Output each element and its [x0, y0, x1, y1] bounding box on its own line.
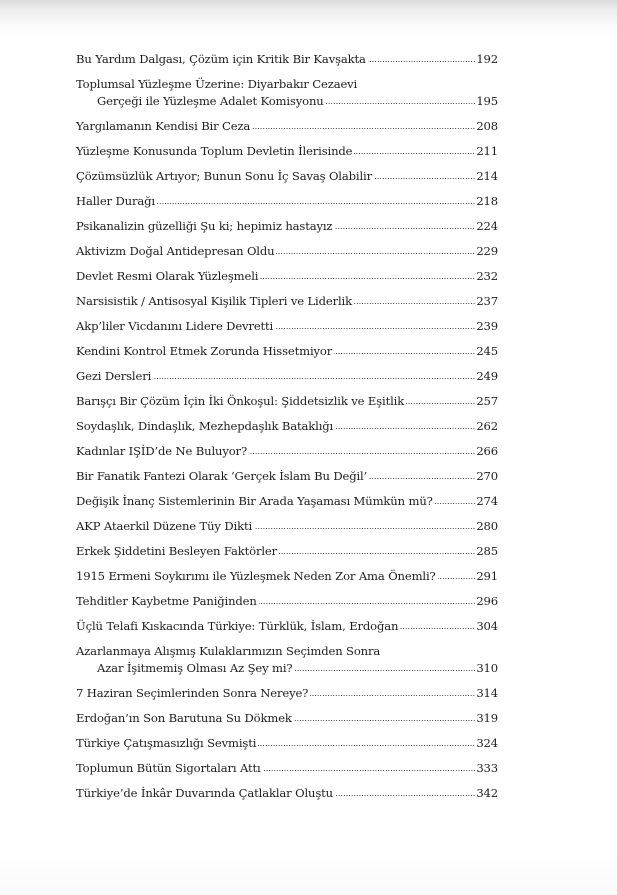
toc-entry-page-number: 232: [476, 269, 498, 283]
dot-leader: [310, 685, 475, 697]
dot-leader: [275, 318, 475, 330]
toc-entry-title: Üçlü Telafi Kıskacında Türkiye: Türklük, İslam, Erdoğan: [76, 619, 399, 633]
dot-leader: [254, 518, 475, 530]
toc-entry[interactable]: [76, 76, 498, 110]
toc-entry-title-line: [76, 343, 498, 360]
toc-entry-title: Narsisistik / Antisosyal Kişilik Tipleri ve Liderlik: [76, 294, 352, 308]
toc-entry-title: Devlet Resmi Olarak Yüzleşmeli: [76, 269, 259, 283]
table-of-contents: [76, 51, 498, 810]
dot-leader: [252, 118, 475, 130]
toc-entry[interactable]: [76, 493, 498, 510]
toc-entry[interactable]: [76, 293, 498, 310]
dot-leader: [294, 710, 476, 722]
toc-entry-page-number: 195: [476, 94, 498, 108]
toc-entry[interactable]: [76, 685, 498, 702]
toc-entry-title-line: [76, 293, 498, 310]
toc-entry-title: Bu Yardım Dalgası, Çözüm için Kritik Bir Kavşakta: [76, 52, 366, 66]
toc-entry[interactable]: [76, 218, 498, 235]
dot-leader: [259, 593, 476, 605]
dot-leader: [368, 51, 476, 63]
toc-entry-title-line: [76, 685, 498, 702]
toc-entry-page-number: 211: [476, 144, 498, 158]
toc-entry-title-line: [76, 118, 498, 135]
dot-leader: [258, 735, 475, 747]
dot-leader: [157, 193, 475, 205]
dot-leader: [406, 393, 475, 405]
dot-leader: [335, 418, 475, 430]
toc-entry[interactable]: [76, 443, 498, 460]
toc-entry-page-number: 280: [476, 519, 498, 533]
toc-entry-title: Azar İşitmemiş Olması Az Şey mi?: [97, 661, 293, 675]
toc-entry-page-number: 296: [476, 594, 498, 608]
toc-entry-title: 1915 Ermeni Soykırımı ile Yüzleşmek Neden Zor Ama Önemli?: [76, 569, 436, 583]
toc-entry-title-line: [76, 618, 498, 635]
dot-leader: [279, 543, 475, 555]
toc-entry-title-line: [76, 443, 498, 460]
toc-entry-title-line: [76, 418, 498, 435]
toc-entry-title-line: [76, 51, 498, 68]
dot-leader: [374, 168, 475, 180]
toc-entry-title-line: [76, 760, 498, 777]
toc-entry-title: 7 Haziran Seçimlerinden Sonra Nereye?: [76, 686, 309, 700]
toc-entry[interactable]: [76, 168, 498, 185]
toc-entry[interactable]: [76, 268, 498, 285]
toc-entry-title: Akp’liler Vicdanını Lidere Devretti: [76, 319, 274, 333]
toc-entry-page-number: 229: [476, 244, 498, 258]
toc-entry-title-line: [76, 593, 498, 610]
toc-entry-page-number: 314: [476, 686, 498, 700]
toc-entry-page-number: 274: [476, 494, 498, 508]
toc-entry[interactable]: [76, 618, 498, 635]
dot-leader: [438, 568, 476, 580]
toc-entry-title-line: [76, 76, 498, 93]
toc-entry-title-line: [76, 268, 498, 285]
toc-entry-page-number: 214: [476, 169, 498, 183]
toc-entry-title-line: [76, 168, 498, 185]
toc-entry[interactable]: [76, 418, 498, 435]
toc-entry-title: Gerçeği ile Yüzleşme Adalet Komisyonu: [97, 94, 324, 108]
toc-entry-page-number: 266: [476, 444, 498, 458]
toc-entry[interactable]: [76, 543, 498, 560]
toc-entry-page-number: 218: [476, 194, 498, 208]
toc-entry-page-number: 224: [476, 219, 498, 233]
toc-entry-page-number: 324: [476, 736, 498, 750]
toc-entry-page-number: 319: [476, 711, 498, 725]
toc-entry-title-line: [76, 710, 498, 727]
toc-entry-title: Psikanalizin güzelliği Şu ki; hepimiz hastayız: [76, 219, 333, 233]
toc-entry-title-line: [76, 543, 498, 560]
toc-entry[interactable]: [76, 568, 498, 585]
page-bottom-edge: [0, 855, 617, 895]
toc-entry-title: Yüzleşme Konusunda Toplum Devletin İlerisinde: [76, 144, 353, 158]
toc-entry-title-line: [76, 468, 498, 485]
toc-entry-page-number: 342: [476, 786, 498, 800]
dot-leader: [354, 143, 475, 155]
toc-entry-page-number: 310: [476, 661, 498, 675]
toc-entry-title-line: [76, 735, 498, 752]
dot-leader: [369, 468, 475, 480]
dot-leader: [400, 618, 475, 630]
toc-entry[interactable]: [76, 143, 498, 160]
toc-entry-page-number: 239: [476, 319, 498, 333]
toc-entry-page-number: 333: [476, 761, 498, 775]
toc-entry-title-line: [76, 218, 498, 235]
toc-entry-title-line: [76, 243, 498, 260]
dot-leader: [260, 268, 475, 280]
toc-entry-title: Soydaşlık, Dindaşlık, Mezhepdaşlık Bataklığı: [76, 419, 334, 433]
toc-entry-title: Türkiye Çatışmasızlığı Sevmişti: [76, 736, 257, 750]
toc-entry[interactable]: [76, 760, 498, 777]
toc-entry[interactable]: [76, 318, 498, 335]
toc-entry-title-line: [76, 493, 498, 510]
toc-entry-title: Tehditler Kaybetme Paniğinden: [76, 594, 257, 608]
toc-entry[interactable]: [76, 710, 498, 727]
toc-entry-page-number: 245: [476, 344, 498, 358]
toc-entry[interactable]: [76, 243, 498, 260]
dot-leader: [354, 293, 475, 305]
toc-entry-title: Aktivizm Doğal Antidepresan Oldu: [76, 244, 275, 258]
toc-entry-page-number: 270: [476, 469, 498, 483]
toc-entry-page-number: 257: [476, 394, 498, 408]
toc-entry[interactable]: [76, 393, 498, 410]
dot-leader: [276, 243, 475, 255]
dot-leader: [263, 760, 476, 772]
toc-entry[interactable]: [76, 518, 498, 535]
toc-entry-title: Toplumsal Yüzleşme Üzerine: Diyarbakır Cezaevi: [76, 77, 358, 91]
toc-entry-title: Toplumun Bütün Sigortaları Attı: [76, 761, 261, 775]
toc-entry-page-number: 237: [476, 294, 498, 308]
toc-entry-title-line: [76, 318, 498, 335]
toc-entry[interactable]: [76, 368, 498, 385]
dot-leader: [295, 660, 476, 672]
toc-entry-title: AKP Ataerkil Düzene Tüy Dikti: [76, 519, 253, 533]
toc-entry-title: Değişik İnanç Sistemlerinin Bir Arada Yaşaması Mümkün mü?: [76, 494, 433, 508]
toc-entry-page-number: 304: [476, 619, 498, 633]
toc-entry-title: Çözümsüzlük Artıyor; Bunun Sonu İç Savaş Olabilir: [76, 169, 372, 183]
toc-entry-title-continuation: [76, 660, 498, 677]
toc-entry-title: Gezi Dersleri: [76, 369, 152, 383]
toc-entry-title: Haller Durağı: [76, 194, 155, 208]
toc-entry-page-number: 249: [476, 369, 498, 383]
dot-leader: [334, 218, 475, 230]
toc-entry-title-line: [76, 518, 498, 535]
toc-entry-title: Barışçı Bir Çözüm İçin İki Önkoşul: Şiddetsizlik ve Eşitlik: [76, 394, 405, 408]
dot-leader: [153, 368, 475, 380]
toc-entry[interactable]: [76, 118, 498, 135]
toc-entry[interactable]: [76, 468, 498, 485]
dot-leader: [335, 785, 475, 797]
toc-entry-title: Erdoğan’ın Son Barutuna Su Dökmek: [76, 711, 292, 725]
toc-entry[interactable]: [76, 343, 498, 360]
toc-entry-page-number: 208: [476, 119, 498, 133]
toc-entry-title-line: [76, 368, 498, 385]
dot-leader: [435, 493, 476, 505]
dot-leader: [326, 93, 476, 105]
toc-entry-title: Kendini Kontrol Etmek Zorunda Hissetmiyor: [76, 344, 333, 358]
toc-entry-title-line: [76, 393, 498, 410]
toc-entry-page-number: 262: [476, 419, 498, 433]
toc-entry-title: Kadınlar IŞİD’de Ne Buluyor?: [76, 444, 248, 458]
toc-entry-title: Erkek Şiddetini Besleyen Faktörler: [76, 544, 278, 558]
toc-entry[interactable]: [76, 735, 498, 752]
page-top-shadow: [0, 0, 617, 36]
toc-entry-page-number: 192: [476, 52, 498, 66]
toc-entry-title: Bir Fanatik Fantezi Olarak ‘Gerçek İslam Bu Değil’: [76, 469, 368, 483]
toc-entry-title-continuation: [76, 93, 498, 110]
toc-entry-title-line: [76, 143, 498, 160]
toc-entry-page-number: 285: [476, 544, 498, 558]
dot-leader: [249, 443, 475, 455]
dot-leader: [334, 343, 475, 355]
toc-entry[interactable]: [76, 643, 498, 677]
toc-entry-page-number: 291: [476, 569, 498, 583]
toc-entry[interactable]: [76, 785, 498, 802]
toc-entry-title: Yargılamanın Kendisi Bir Ceza: [76, 119, 251, 133]
toc-entry-title: Türkiye’de İnkâr Duvarında Çatlaklar Oluştu: [76, 786, 333, 800]
toc-entry-title-line: [76, 785, 498, 802]
toc-entry[interactable]: [76, 193, 498, 210]
toc-entry-title-line: [76, 568, 498, 585]
toc-entry[interactable]: [76, 51, 498, 68]
toc-entry-title-line: [76, 193, 498, 210]
toc-entry-title-line: [76, 643, 498, 660]
toc-entry[interactable]: [76, 593, 498, 610]
toc-entry-title: Azarlanmaya Alışmış Kulaklarımızın Seçimden Sonra: [76, 644, 381, 658]
